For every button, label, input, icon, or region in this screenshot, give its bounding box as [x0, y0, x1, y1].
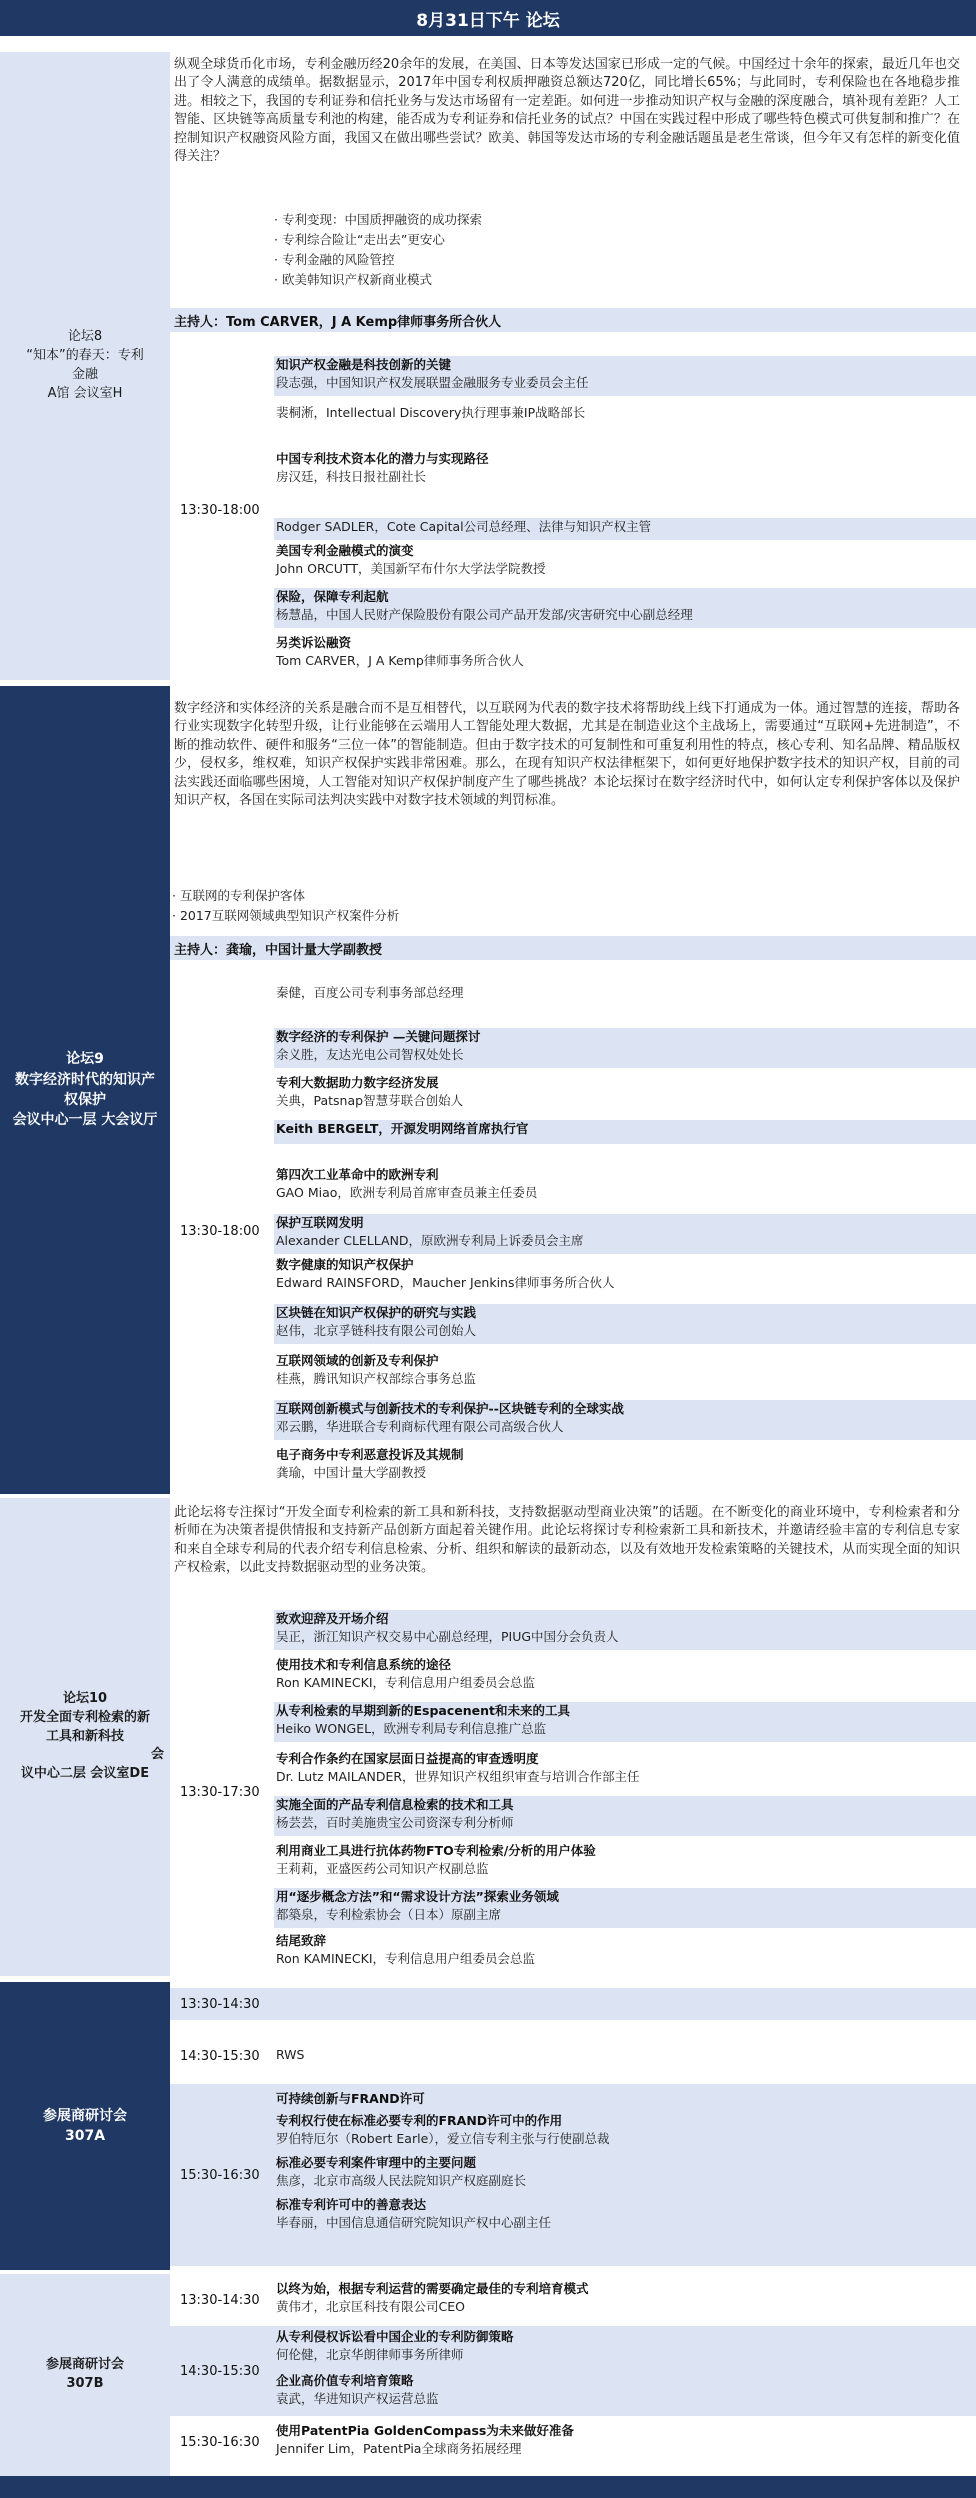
topic-item: · 欧美韩知识产权新商业模式	[274, 272, 432, 287]
session-item: 实施全面的产品专利信息检索的技术和工具 杨芸芸，百时美施贵宝公司资深专利分析师	[274, 1796, 976, 1836]
session-item: Rodger SADLER，Cote Capital公司总经理、法律与知识产权主管	[274, 518, 976, 540]
time-slot-row	[170, 1988, 976, 2020]
forum-10-intro: 此论坛将专注探讨“开发全面专利检索的新工具和新科技，支持数据驱动型商业决策”的话题。在不断变化的商业环境中，专利检索者和分析师在为决策者提供情报和支持新产品创新方面起着关键作用。此论坛将探讨专利检索新工具和新技术，并邀请经验丰富的专利信息专家和来自全球专利局的代表介绍专利信息检索、分析、组织和解读的最新动态，以及有效地开发检索策略的关键技术，从而实现全面的知识产权检索，以此支持数据驱动型的业务决策。	[174, 1505, 960, 1576]
session-item: 互联网创新模式与创新技术的专利保护--区块链专利的全球实战 邓云鹏，华进联合专利商标代理有限公司高级合伙人	[274, 1400, 976, 1440]
time-slot: 13:30-14:30	[180, 2292, 260, 2308]
forum-8-host: 主持人：Tom CARVER，J A Kemp律师事务所合伙人	[170, 308, 976, 332]
session-item: 企业高价值专利培育策略 袁武，华进知识产权运营总监	[276, 2373, 439, 2407]
session-item: Keith BERGELT，开源发明网络首席执行官	[274, 1120, 976, 1144]
session-item: RWS	[276, 2047, 305, 2062]
session-item: 知识产权金融是科技创新的关键 段志强，中国知识产权发展联盟金融服务专业委员会主任	[274, 356, 976, 396]
sponsor-307b-label: 参展商研讨会 307B	[0, 2274, 170, 2476]
session-item: 第四次工业革命中的欧洲专利 GAO Miao，欧洲专利局首席审查员兼主任委员	[276, 1167, 538, 1201]
time-slot: 14:30-15:30	[180, 2048, 260, 2064]
session-item: 专利大数据助力数字经济发展 关典，Patsnap智慧芽联合创始人	[276, 1075, 464, 1109]
time-slot: 15:30-16:30	[180, 2167, 260, 2183]
topic-item: · 专利变现：中国质押融资的成功探索	[274, 212, 482, 227]
session-item: 标准专利许可中的善意表达 毕春丽，中国信息通信研究院知识产权中心副主任	[276, 2197, 552, 2231]
time-slot: 14:30-15:30	[180, 2363, 260, 2379]
forum-9-time: 13:30-18:00	[180, 1223, 260, 1239]
forum-9-topics	[172, 886, 399, 926]
session-item: 互联网领域的创新及专利保护 桂燕，腾讯知识产权部综合事务总监	[276, 1353, 477, 1387]
session-item: 结尾致辞 Ron KAMINECKI，专利信息用户组委员会总监	[276, 1933, 536, 1967]
session-item: 专利合作条约在国家层面日益提高的审查透明度 Dr. Lutz MAILANDER，世界知识产权组织审查与培训合作部主任	[276, 1751, 640, 1785]
topic-item: · 专利金融的风险管控	[274, 252, 395, 267]
topic-item: · 2017互联网领域典型知识产权案件分析	[172, 908, 400, 923]
session-item: 秦健，百度公司专利事务部总经理	[276, 985, 464, 1000]
session-item: 美国专利金融模式的演变 John ORCUTT，美国新罕布什尔大学法学院教授	[276, 543, 546, 577]
forum-8-label: 论坛8 “知本”的春天：专利 金融 A馆 会议室H	[0, 52, 170, 680]
session-item: 利用商业工具进行抗体药物FTO专利检索/分析的用户体验 王莉莉，亚盛医药公司知识产权副总监	[276, 1843, 596, 1877]
forum-8-topics	[274, 210, 482, 290]
time-slot: 13:30-14:30	[180, 1996, 260, 2012]
session-item: 专利权行使在标准必要专利的FRAND许可中的作用 罗伯特厄尔（Robert Earle），爱立信专利主张与行使副总裁	[276, 2113, 610, 2147]
forum-9-host: 主持人：龚瑜，中国计量大学副教授	[170, 936, 976, 960]
session-item: 数字健康的知识产权保护 Edward RAINSFORD，Maucher Jenkins律师事务所合伙人	[276, 1257, 615, 1291]
forum-8-time: 13:30-18:00	[180, 502, 260, 518]
forum-9-intro: 数字经济和实体经济的关系是融合而不是互相替代，以互联网为代表的数字技术将帮助线上线下打通成为一体。通过智慧的连接，帮助各行业实现数字化转型升级，让行业能够在云端用人工智能处理大数据，尤其是在制造业这个主战场上，需要通过“互联网+先进制造”，不断的推动软件、硬件和服务“三位一体”的智能制造。但由于数字技术的可复制性和可重复利用性的特点，核心专利、知名品牌、精品版权少，侵权多，维权难，知识产权保护实践非常困难。那么，在现有知识产权法律框架下，如何更好地保护数字技术的知识产权，目前的司法实践还面临哪些困境，人工智能对知识产权保护制度产生了哪些挑战？本论坛探讨在数字经济时代中，如何认定专利保护客体以及保护知识产权，各国在实际司法判决实践中对数字技术领域的判罚标准。	[174, 701, 960, 809]
session-item: 从专利侵权诉讼看中国企业的专利防御策略 何伦健，北京华朗律师事务所律师	[276, 2329, 514, 2363]
time-slot: 15:30-16:30	[180, 2434, 260, 2450]
session-item: 从专利检索的早期到新的Espacenent和未来的工具 Heiko WONGEL，欧洲专利局专利信息推广总监	[274, 1702, 976, 1742]
session-item: 区块链在知识产权保护的研究与实践 赵伟，北京孚链科技有限公司创始人	[274, 1304, 976, 1344]
session-item: 使用PatentPia GoldenCompass为未来做好准备 Jennifer Lim，PatentPia全球商务拓展经理	[276, 2423, 574, 2457]
session-item: 裴桐淅，Intellectual Discovery执行理事兼IP战略部长	[276, 405, 586, 420]
session-item: 保护互联网发明 Alexander CLELLAND，原欧洲专利局上诉委员会主席	[274, 1214, 976, 1254]
session-item: 中国专利技术资本化的潜力与实现路径 房汉廷，科技日报社副社长	[276, 451, 489, 485]
session-item: 电子商务中专利恶意投诉及其规制 龚瑜，中国计量大学副教授	[276, 1447, 464, 1481]
session-item: 致欢迎辞及开场介绍 吴正，浙江知识产权交易中心副总经理，PIUG中国分会负责人	[274, 1610, 976, 1650]
session-item: 使用技术和专利信息系统的途径 Ron KAMINECKI，专利信息用户组委员会总监	[276, 1657, 536, 1691]
session-item: 用“逐步概念方法”和“需求设计方法”探索业务领域 都築泉，专利检索协会（日本）原副主席	[274, 1888, 976, 1928]
session-item: 保险，保障专利起航 杨慧晶，中国人民财产保险股份有限公司产品开发部/灾害研究中心副总经理	[274, 588, 976, 628]
sponsor-307a-label: 参展商研讨会 307A	[0, 1982, 170, 2270]
session-item: 数字经济的专利保护 —关键问题探讨 余义胜，友达光电公司智权处处长	[274, 1028, 976, 1068]
session-item: 以终为始，根据专利运营的需要确定最佳的专利培育模式 黄伟才，北京匡科技有限公司CEO	[276, 2281, 589, 2315]
topic-item: · 专利综合险让“走出去”更安心	[274, 232, 445, 247]
forum-9-label: 论坛9 数字经济时代的知识产 权保护 会议中心一层 大会议厅	[0, 686, 170, 1494]
session-item: 另类诉讼融资 Tom CARVER，J A Kemp律师事务所合伙人	[276, 635, 524, 669]
forum-8-intro: 纵观全球货币化市场，专利金融历经20余年的发展，在美国、日本等发达国家已形成一定的气候。中国经过十余年的探索，最近几年也交出了令人满意的成绩单。据数据显示，2017年中国专利权质押融资总额达720亿，同比增长65%；与此同时，专利保险也在各地稳步推进。相较之下，我国的专利证券和信托业务与发达市场留有一定差距。如何进一步推动知识产权与金融的深度融合，填补现有差距？人工智能、区块链等高质量专利池的构建，能否成为专利证券和信托业务的试点？中国在实践过程中形成了哪些特色模式可供复制和推广？在控制知识产权融资风险方面，我国又在做出哪些尝试？欧美、韩国等发达市场的专利金融话题虽是老生常谈，但今年又有怎样的新变化值得关注？	[174, 57, 960, 165]
footer-bar	[0, 2476, 976, 2498]
session-item: 标准必要专利案件审理中的主要问题 焦彦，北京市高级人民法院知识产权庭副庭长	[276, 2155, 527, 2189]
topic-item: · 互联网的专利保护客体	[172, 888, 305, 903]
page-title: 8月31日下午 论坛	[0, 0, 976, 36]
session-item: 可持续创新与FRAND许可	[276, 2091, 425, 2106]
forum-10-label: 论坛10 开发全面专利检索的新 工具和新科技 会 议中心二层 会议室DE	[0, 1498, 170, 1976]
forum-10-time: 13:30-17:30	[180, 1784, 260, 1800]
